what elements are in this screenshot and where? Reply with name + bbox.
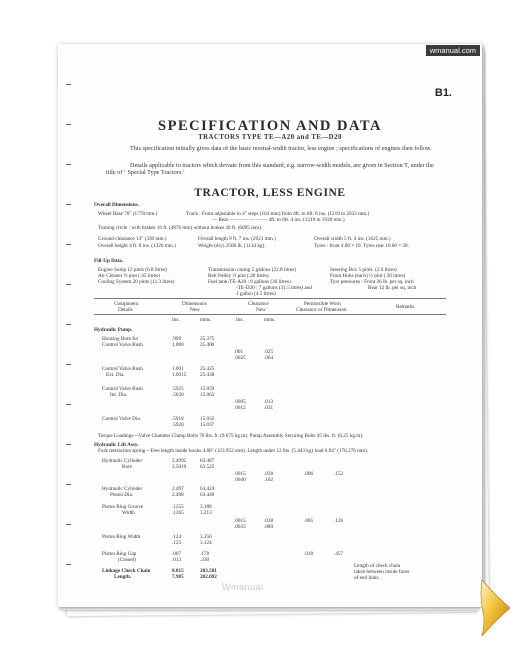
- cell-ins: .5925: [172, 386, 184, 392]
- row-label: Control Valve Bush: [102, 386, 143, 392]
- fill-col1-line: Cooling System 20 pints (11.3 litres): [98, 279, 175, 285]
- cell-mm: 3.188: [200, 504, 212, 510]
- lift-heading: Hydraulic Lift Assy.: [94, 442, 139, 448]
- col-header-worn: Clearance or Dimension: [296, 307, 347, 313]
- fill-col2-line: -TE-D20 : 7 gallons (31.5 litres) and: [236, 285, 312, 291]
- row-label: Width: [122, 510, 135, 516]
- cell-mm: 3.213: [200, 510, 212, 516]
- section-title: TRACTOR, LESS ENGINE: [194, 187, 346, 199]
- margin-tick: [66, 564, 71, 565]
- document-page: [58, 44, 482, 607]
- cell-mm: 15.059: [200, 386, 215, 392]
- cell-ins: 8.015: [172, 568, 184, 574]
- cell-ins: .124: [172, 534, 182, 540]
- col-header-worn: Permissible Worn: [304, 301, 341, 307]
- cell-mm: 63.487: [200, 458, 215, 464]
- row-label: Hydraulic Cylinder: [102, 458, 143, 464]
- page-title: SPECIFICATION AND DATA: [158, 118, 382, 134]
- cell-mm: 203.581: [200, 568, 217, 574]
- cell-mm: 63.525: [200, 464, 215, 470]
- fill-col3-line: Tyre pressures : Front 26 lb. per sq. inch: [330, 279, 414, 285]
- row-label: Piston Ring Groove: [102, 504, 144, 510]
- fill-col1-line: Engine Sump 12 pints (6.8 litres): [98, 267, 167, 273]
- row-label: Piston Ring Width: [102, 534, 141, 540]
- sub-header: Ins.: [236, 317, 244, 323]
- cell-ins: 1.000: [172, 342, 184, 348]
- remark-line: Length of check chain: [354, 563, 401, 569]
- cell-mm: 15.037: [200, 422, 215, 428]
- cell-mm: .178: [200, 551, 210, 557]
- cell-ins: .123: [172, 540, 182, 546]
- cell-clear-mm: .102: [264, 477, 274, 483]
- col-header-component: Component: [114, 301, 139, 307]
- table-top-rule: [94, 298, 446, 299]
- row-label: Control Valve Dia.: [102, 416, 141, 422]
- margin-tick: [66, 164, 71, 165]
- row-label: Int. Dia.: [110, 392, 128, 398]
- fill-col3-line: Front Hubs (each) ½ pint (.30 litres): [330, 273, 406, 279]
- track-front-text: Track : Front adjustable in 4" steps (102 mm) from 4ft. to 6ft. 8 ins. (1219 to 2032 mm.): [186, 211, 370, 217]
- cell-worn-ins: .018: [304, 551, 314, 557]
- cell-clear-mm: .031: [264, 405, 274, 411]
- ground-clearance-text: Ground clearance 13" (330 mm.): [98, 236, 167, 242]
- row-label: Length.: [114, 574, 132, 580]
- track-rear-text: — Rear — — — — — — 4ft. to 6ft. 4 ins. (1219 to 1930 mm.): [212, 217, 345, 223]
- pump-heading: Hydraulic Pump.: [94, 327, 133, 333]
- page-curl-icon: [456, 578, 510, 638]
- margin-tick: [66, 84, 71, 85]
- row-label: (Closed): [118, 557, 136, 563]
- cell-ins: 1.001: [172, 366, 184, 372]
- cell-ins: 2.5010: [172, 464, 187, 470]
- margin-tick: [66, 444, 71, 445]
- fill-col2-line: 1 gallon (4.5 litres): [236, 291, 276, 297]
- row-label: Hydraulic Cylinder: [102, 486, 143, 492]
- cell-worn-mm: .457: [334, 551, 344, 557]
- sub-header: mms.: [264, 317, 276, 323]
- row-label: Piston Ring Gap: [102, 551, 137, 557]
- cell-mm: 63.449: [200, 492, 215, 498]
- col-header-remarks: Remarks: [396, 304, 415, 310]
- watermark-bottom: Wmanual: [222, 582, 264, 592]
- cell-clear-mm: .025: [264, 349, 274, 355]
- cell-mm: 63.424: [200, 486, 215, 492]
- sub-header: Ins.: [172, 317, 180, 323]
- fill-col1-line: Air Cleaner ½ pint (.45 litres): [98, 273, 160, 279]
- cell-ins: .5918: [172, 416, 184, 422]
- cell-mm: 15.032: [200, 416, 215, 422]
- margin-tick: [66, 524, 71, 525]
- row-label: Bore: [122, 464, 133, 470]
- intro-paragraph-2: Details applicable to tractors which deviate from this standard, e.g. narrow-width models, are given in Section T, under the title of ‘ Special Type Tractors.’: [106, 162, 434, 177]
- row-label: Linkage Check Chain: [102, 568, 151, 574]
- fill-col2-line: Belt Pulley ½ pint (.28 litres): [208, 273, 269, 279]
- margin-tick: [66, 324, 71, 325]
- row-label: Piston Dia.: [110, 492, 134, 498]
- sub-header: mms.: [200, 317, 212, 323]
- cell-ins: 2.4995: [172, 458, 187, 464]
- cell-clear-ins: .0005: [234, 399, 246, 405]
- remark-line: of end links.: [354, 575, 380, 581]
- row-label: Control Valve Bush: [102, 342, 143, 348]
- cell-ins: 2.498: [172, 492, 184, 498]
- cell-mm: 25.425: [200, 366, 215, 372]
- turning-circle-text: Turning circle : with brakes 16 ft. (4876 mm) without brakes 20 ft. (6095 mm).: [98, 225, 263, 231]
- cell-mm: 25.438: [200, 372, 215, 378]
- margin-tick: [66, 244, 71, 245]
- remark-line: taken between inside faces: [354, 569, 410, 575]
- cell-ins: 7.985: [172, 574, 184, 580]
- col-header-dimensions: Dimensions: [182, 301, 207, 307]
- weight-text: Weight (dry) 2500 lb. (1134 kg).: [198, 243, 266, 249]
- intro-paragraph-1: This specification initially gives data of the basic normal-width tractor, less engine ; specifications of engines then follow.: [130, 145, 432, 152]
- cell-mm: 3.124: [200, 540, 212, 546]
- cell-mm: .330: [200, 557, 210, 563]
- torque-text: Torque Loadings—Valve Chamber Clamp Bolts 70 lbs. ft. (9.675 kg.m). Pump Assembly Securing Bolts 45 lbs. ft. (6.25 kg.m).: [98, 433, 364, 439]
- cell-ins: .5920: [172, 422, 184, 428]
- cell-clear-mm: .089: [264, 524, 274, 530]
- cell-clear-mm: .064: [264, 355, 274, 361]
- cell-clear-mm: .013: [264, 399, 274, 405]
- cell-ins: .999: [172, 336, 182, 342]
- cell-mm: 15.062: [200, 392, 215, 398]
- row-label: Ext. Dia.: [106, 372, 125, 378]
- margin-tick: [66, 284, 71, 285]
- overall-width-text: Overall width 5 ft. 4 ins. (1625 mm.): [314, 236, 391, 242]
- cell-ins: .1265: [172, 510, 184, 516]
- margin-tick: [66, 204, 71, 205]
- cell-mm: 202.692: [200, 574, 217, 580]
- fill-col2-line: Fuel tank-TE-A20 : 8 gallons (36 litres): [208, 279, 291, 285]
- tyres-text: Tyres : front 4.00 × 19. Tyres rear 10.00 × 28.: [314, 243, 409, 249]
- cell-ins: .007: [172, 551, 182, 557]
- margin-tick: [66, 404, 71, 405]
- cell-worn-mm: .152: [334, 471, 344, 477]
- cell-mm: 25.375: [200, 336, 215, 342]
- cell-clear-ins: .0015: [234, 518, 246, 524]
- col-header-component: Details: [118, 307, 133, 313]
- cell-worn-mm: .126: [334, 518, 344, 524]
- spring-text: Fork restraction spring—Free length inside hooks 4.88" (123.952 mm). Length under 12 lbs. (5.443 kg) load 6.94" (176.276 mm).: [98, 448, 369, 454]
- cell-clear-mm: .038: [264, 518, 274, 524]
- margin-tick: [66, 364, 71, 365]
- cell-clear-mm: .038: [264, 471, 274, 477]
- cell-ins: .013: [172, 557, 182, 563]
- cell-worn-ins: .006: [304, 471, 314, 477]
- page-number: B1.: [434, 87, 452, 99]
- cell-ins: .5030: [172, 392, 184, 398]
- row-label: Control Valve Bush: [102, 366, 143, 372]
- overall-length-text: Overall length 9 ft. 7 ins. (2921 mm.): [198, 236, 276, 242]
- cell-ins: .1255: [172, 504, 184, 510]
- fill-col3-line: Rear 12 lb. per sq. inch: [368, 285, 417, 291]
- cell-clear-ins: .001: [234, 349, 244, 355]
- cell-mm: 3.150: [200, 534, 212, 540]
- overall-heading: Overall Dimensions.: [94, 202, 139, 208]
- col-header-clearance: New: [256, 307, 266, 313]
- col-header-clearance: Clearance: [248, 301, 269, 307]
- fill-col3-line: Steering Box 5 pints. (2.9 litres): [330, 267, 397, 273]
- cell-clear-ins: .0035: [234, 524, 246, 530]
- cell-clear-ins: .0015: [234, 471, 246, 477]
- col-header-dimensions: New: [190, 307, 200, 313]
- page-subtitle: TRACTORS TYPE TE—A20 and TE—D20: [198, 134, 342, 141]
- cell-clear-ins: .0040: [234, 477, 246, 483]
- cell-clear-ins: .0025: [234, 355, 246, 361]
- margin-tick: [66, 484, 71, 485]
- fill-heading: Fill-Up Data.: [94, 258, 124, 264]
- cell-worn-ins: .005: [304, 518, 314, 524]
- cell-mm: 25.400: [200, 342, 215, 348]
- cell-clear-ins: .0012: [234, 405, 246, 411]
- cell-ins: 1.0015: [172, 372, 187, 378]
- cell-ins: 2.497: [172, 486, 184, 492]
- overall-height-text: Overall height 4 ft. 8 ins. (1320 mm.): [98, 243, 176, 249]
- fill-col2-line: Transmission casing 5 gallons (22.8 litres): [208, 267, 296, 273]
- row-label: Housing Bore for: [102, 336, 139, 342]
- watermark-top: wmanual.com: [426, 45, 480, 56]
- table-header-rule: [94, 314, 446, 315]
- wheelbase-text: Wheel Base 70" (1778 mm.): [98, 211, 158, 217]
